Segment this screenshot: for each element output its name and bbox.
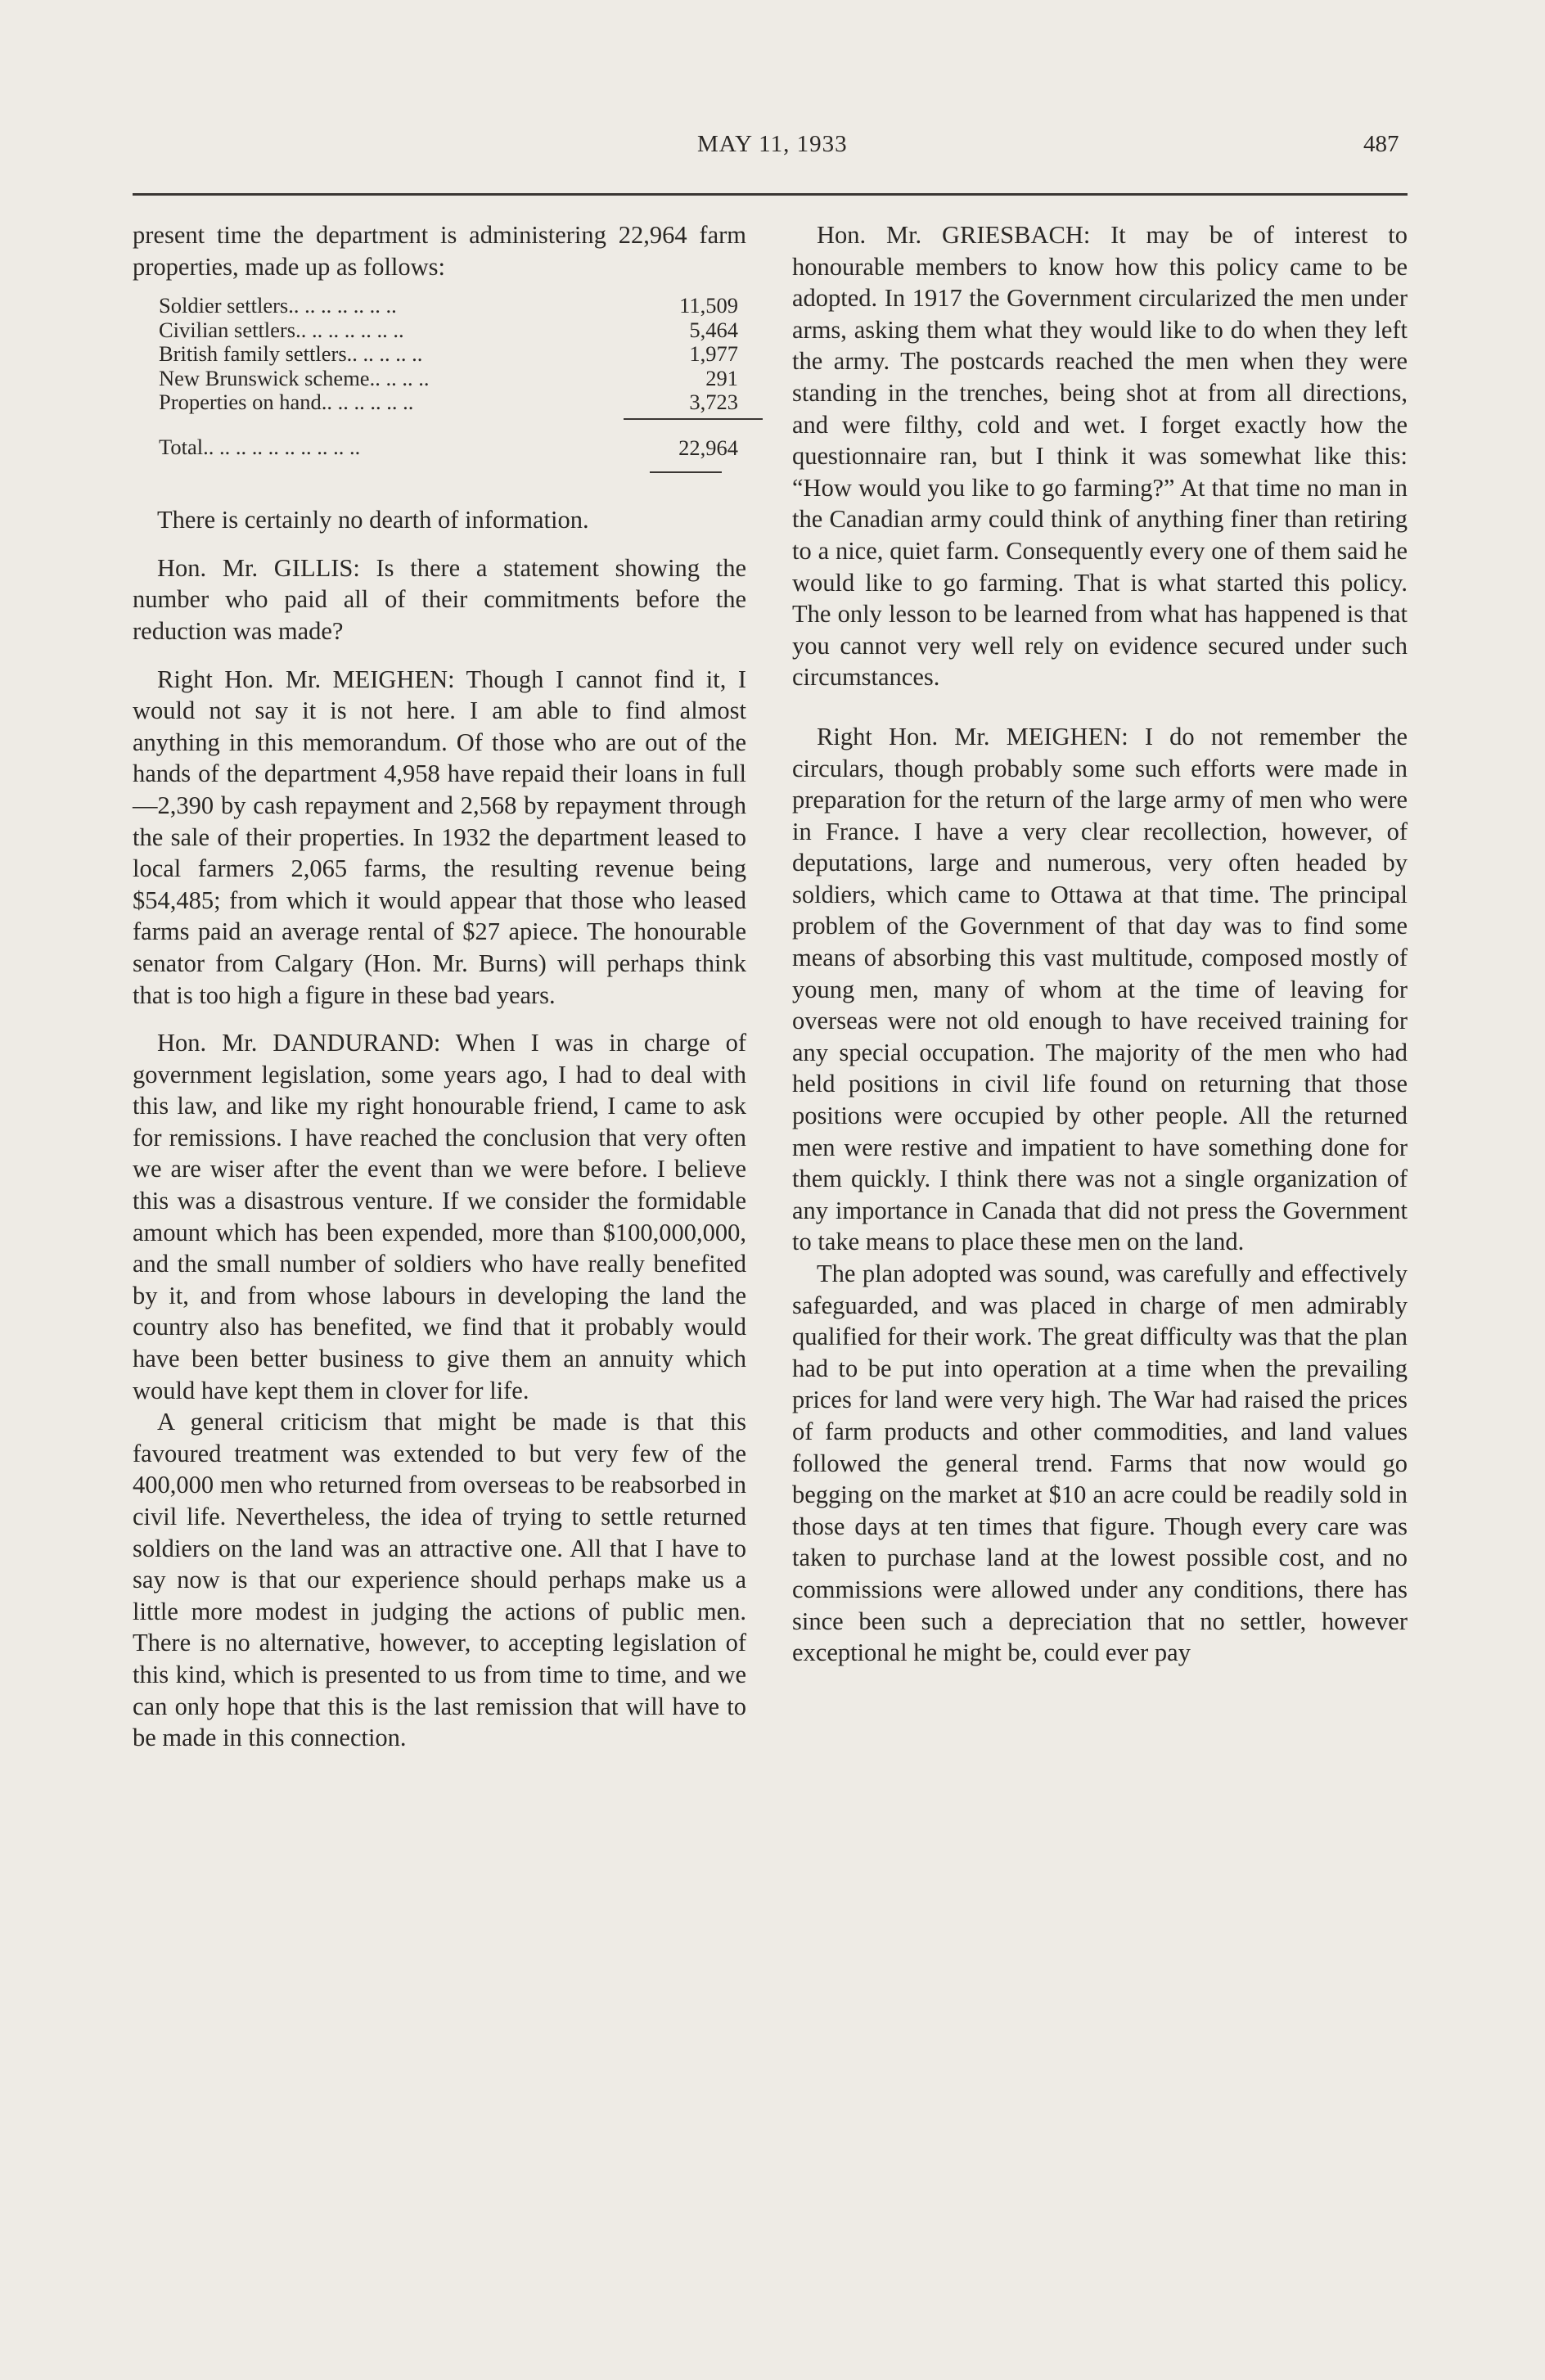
total-value	[624, 419, 763, 461]
total-row	[159, 419, 763, 461]
row-value: 1,977	[689, 341, 738, 367]
total-label: Total.. .. .. .. .. .. .. .. .. ..	[159, 434, 361, 459]
header-rule	[133, 193, 1408, 196]
row-value: 11,509	[679, 293, 738, 318]
right-column	[792, 219, 1408, 1669]
left-column	[133, 219, 746, 1754]
header-date: MAY 11, 1933	[697, 131, 848, 157]
table-row	[159, 294, 763, 318]
table-row	[159, 318, 763, 343]
table-row	[159, 390, 763, 419]
paragraph: Hon. Mr. GILLIS: Is there a statement showing the number who paid all of their commitments before the reduction was made?	[133, 553, 746, 645]
row-value: 3,723	[624, 390, 763, 419]
farm-properties-table	[159, 294, 763, 460]
row-label: British family settlers.. .. .. .. ..	[159, 341, 423, 367]
total-underline	[133, 471, 746, 476]
intro-paragraph: present time the department is administering 22,964 farm properties, made up as follows:	[133, 221, 746, 281]
page-number: 487	[1363, 131, 1399, 157]
row-label: New Brunswick scheme.. .. .. ..	[159, 365, 430, 390]
row-value: 291	[705, 365, 738, 390]
paragraph: There is certainly no dearth of information.	[157, 506, 589, 534]
row-value: 5,464	[689, 317, 738, 342]
paragraph: The plan adopted was sound, was carefully and effectively safeguarded, and was placed in charge of men admirably qualified for their work. The great difficulty was that the plan had to be put into operation at a time when the prevailing prices for land were very high. The War had raised the prices of farm products and other commodities, and land values followed the general trend. Farms that now would go begging on the market at $10 an acre could be readily sold in those days at ten times that figure. Though every care was taken to purchase land at the lowest possible cost, and no commissions were allowed under any conditions, there has since been such a depreciation that no settler, however exceptional he might be, could ever pay	[792, 1260, 1408, 1667]
row-label: Civilian settlers.. .. .. .. .. .. ..	[159, 317, 404, 342]
table-row	[159, 367, 763, 391]
paragraph: Hon. Mr. GRIESBACH: It may be of interest to honourable members to know how this policy came to be adopted. In 1917 the Government circularized the men under arms, asking them what they would like to do when they left the army. The postcards reached the men when they were standing in the trenches, being shot at from all directions, and were filthy, cold and wet. I forget exactly how the questionnaire ran, but I think it was somewhat like this: “How would you like to go farming?” At that time no man in the Canadian army could think of anything finer than retiring to a nice, quiet farm. Consequently every one of them said he would like to go farming. That is what started this policy. The only lesson to be learned from what has happened is that you cannot very well rely on evidence secured under such circumstances.	[792, 221, 1408, 692]
row-label: Soldier settlers.. .. .. .. .. .. ..	[159, 293, 397, 318]
paragraph: Right Hon. Mr. MEIGHEN: Though I cannot find it, I would not say it is not here. I am able to find almost anything in this memorandum. Of those who are out of the hands of the department 4,958 have repaid their loans in full—2,390 by cash repayment and 2,568 by repayment through the sale of their properties. In 1932 the department leased to local farmers 2,065 farms, the resulting revenue being $54,485; from which it would appear that those who leased farms paid an average rental of $27 apiece. The honourable senator from Calgary (Hon. Mr. Burns) will perhaps think that is too high a figure in these bad years.	[133, 665, 746, 1009]
table-row	[159, 342, 763, 367]
paragraph: A general criticism that might be made is that this favoured treatment was extended to but very few of the 400,000 men who returned from overseas to be reabsorbed in civil life. Nevertheless, the idea of trying to settle returned soldiers on the land was an attractive one. All that I have to say now is that our experience should perhaps make us a little more modest in judging the actions of public men. There is no alternative, however, to accepting legislation of this kind, which is presented to us from time to time, and we can only hope that this is the last remission that will have to be made in this connection.	[133, 1408, 746, 1752]
paragraph: Right Hon. Mr. MEIGHEN: I do not remember the circulars, though probably some such efforts were made in preparation for the return of the large army of men who were in France. I have a very clear recollection, however, of deputations, large and numerous, very often headed by soldiers, which came to Ottawa at that time. The principal problem of the Government of that day was to find some means of absorbing this vast multitude, composed mostly of young men, many of whom at the time of leaving for overseas were not old enough to have received training for any special occupation. The majority of the men who had held positions in civil life found on returning that those positions were occupied by other people. All the returned men were restive and impatient to have something done for them quickly. I think there was not a single organization of any importance in Canada that did not press the Government to take means to place these men on the land.	[792, 722, 1408, 1256]
paragraph: Hon. Mr. DANDURAND: When I was in charge of government legislation, some years ago, I had to deal with this law, and like my right honourable friend, I came to ask for remissions. I have reached the conclusion that very often we are wiser after the event than we were before. I believe this was a disastrous venture. If we consider the formidable amount which has been expended, more than $100,000,000, and the small number of soldiers who have really benefited by it, and from whose labours in developing the land the country also has benefited, we find that it probably would have been better business to give them an annuity which would have kept them in clover for life.	[133, 1029, 746, 1404]
total-value-text: 22,964	[678, 435, 738, 460]
row-label: Properties on hand.. .. .. .. .. ..	[159, 390, 414, 415]
